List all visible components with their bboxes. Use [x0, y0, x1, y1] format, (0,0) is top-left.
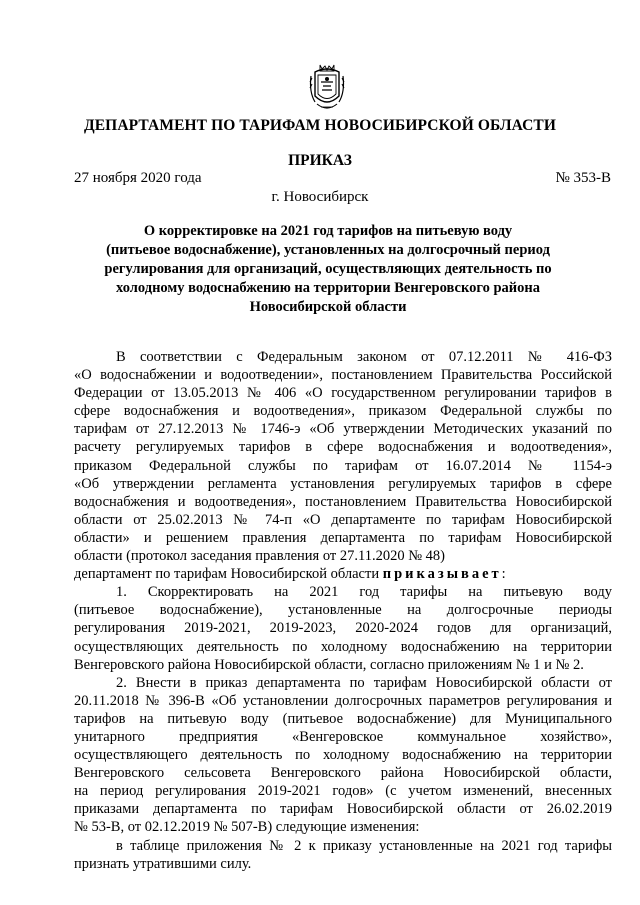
decree-colon: : [501, 566, 506, 583]
item-1-line: осуществляющих деятельность по холодному водоснабжению на территории [74, 638, 612, 655]
change-line: признать утратившими силу. [74, 855, 252, 872]
order-number: № 353-В [555, 170, 611, 186]
item-1-line: Венгеровского района Новосибирской области, согласно приложениям № 1 и № 2. [74, 656, 584, 673]
item-2-line: 2. Внести в приказ департамента по тарифам Новосибирской области от [116, 674, 612, 691]
preamble-line: области от 25.02.2013 № 74-п «О департаменте по тарифам Новосибирской [74, 511, 612, 528]
order-city: г. Новосибирск [271, 189, 369, 205]
subject-line: (питьевое водоснабжение), установленных на долгосрочный период [106, 242, 550, 258]
subject-line: Новосибирской области [249, 299, 407, 315]
item-2-line: унитарного предприятия «Венгеровское коммунальное хозяйство», [74, 728, 612, 745]
item-2-line: тарифов на питьевую воду (питьевое водоснабжение) для Муниципального [74, 710, 612, 727]
change-line: в таблице приложения № 2 к приказу установленные на 2021 год тарифы [116, 837, 612, 854]
order-date: 27 ноября 2020 года [74, 170, 202, 186]
preamble-line: тарифам от 27.12.2013 № 1746-э «Об утверждении Методических указаний по [74, 421, 612, 438]
item-2-line: приказами департамента по тарифам Новосибирской области от 26.02.2019 [74, 801, 612, 818]
decree-prefix: департамент по тарифам Новосибирской области [74, 566, 383, 583]
preamble-line: водоснабжения и водоотведения», постановлением Правительства Новосибирской [74, 493, 612, 510]
order-body [74, 348, 612, 873]
decree-word: приказывает [382, 566, 502, 583]
subject-line: регулирования для организаций, осуществляющих деятельность по [104, 261, 552, 277]
item-2-line: № 53-В, от 02.12.2019 № 507-В) следующие изменения: [74, 819, 420, 836]
subject-line: О корректировке на 2021 год тарифов на питьевую воду [143, 223, 513, 239]
item-1-line: (питьевое водоснабжение), установленные на долгосрочные периоды [74, 602, 612, 619]
item-2-line: 20.11.2018 № 396-В «Об установлении долгосрочных параметров регулирования и [74, 692, 612, 709]
coat-of-arms-icon [307, 62, 347, 116]
item-1-line: регулирования 2019-2021, 2019-2023, 2020-2024 годов для организаций, [74, 620, 612, 637]
preamble-line: Федерации от 13.05.2013 № 406 «О государственном регулировании тарифов в [74, 385, 612, 402]
department-title: ДЕПАРТАМЕНТ ПО ТАРИФАМ НОВОСИБИРСКОЙ ОБЛАСТИ [83, 117, 557, 134]
item-2-line: осуществляющего деятельность по холодному водоснабжению на территории [74, 747, 612, 764]
preamble-line: области (протокол заседания правления от 27.11.2020 № 48) [74, 548, 445, 565]
order-title: ПРИКАЗ [288, 152, 352, 169]
preamble-line: расчету регулируемых тарифов в сфере водоснабжения и водоотведения», [74, 439, 612, 456]
decree-line [74, 565, 612, 583]
preamble-line: «Об утверждении регламента установления регулируемых тарифов в сфере [74, 475, 612, 492]
item-2-line: Венгеровского сельсовета Венгеровского района Новосибирской области, [74, 765, 612, 782]
preamble-line: приказом Федеральной службы по тарифам от 16.07.2014 № 1154-э [74, 457, 612, 474]
preamble-line: сфере водоснабжения и водоотведения», приказом Федеральной службы по [74, 403, 612, 420]
preamble-line: В соответствии с Федеральным законом от 07.12.2011 № 416-ФЗ [116, 349, 612, 365]
preamble-line: области» и решением правления департамента по тарифам Новосибирской [74, 529, 612, 546]
item-2-line: на период регулирования 2019-2021 годов» (с учетом изменений, внесенных [74, 783, 612, 800]
preamble-line: «О водоснабжении и водоотведении», постановлением Правительства Российской [74, 367, 612, 384]
item-1-line: 1. Скорректировать на 2021 год тарифы на питьевую воду [116, 584, 612, 601]
subject-line: холодному водоснабжению на территории Венгеровского района [116, 280, 540, 296]
order-subject [90, 222, 566, 317]
